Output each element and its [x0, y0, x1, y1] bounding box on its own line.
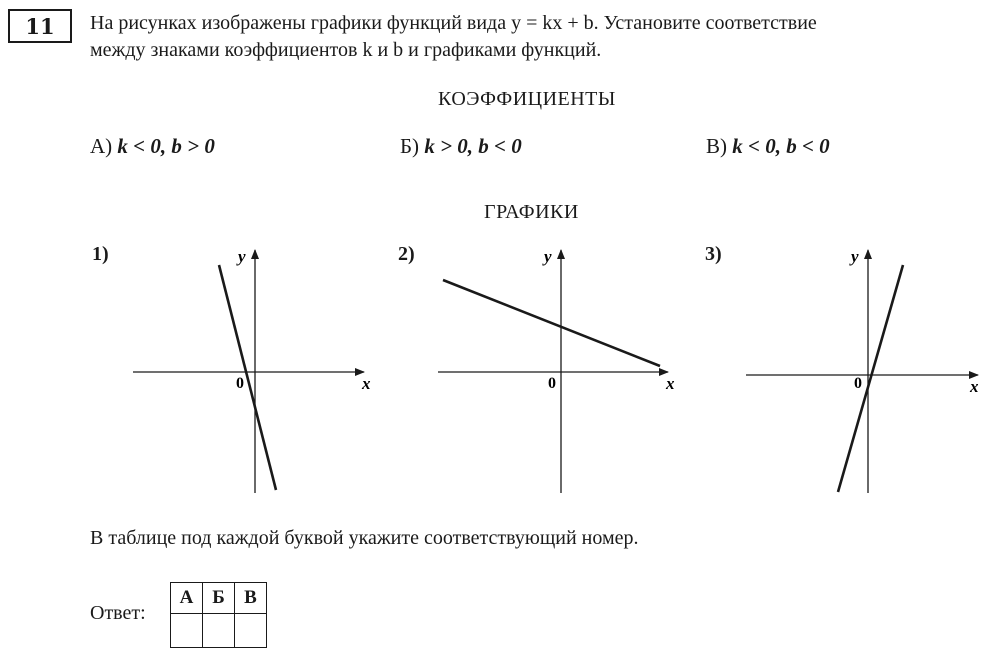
answer-input-row	[171, 614, 267, 648]
instruction-text: В таблице под каждой буквой укажите соответствующий номер.	[90, 527, 639, 549]
coefficient-condition: k > 0, b < 0	[424, 134, 522, 158]
graph-3	[746, 247, 979, 493]
y-axis-label: y	[851, 247, 859, 266]
answer-cell-b[interactable]	[203, 614, 235, 648]
coefficient-condition: k < 0, b > 0	[117, 134, 215, 158]
answer-cell-a[interactable]	[171, 614, 203, 648]
answer-table	[170, 582, 267, 648]
answer-cell-c[interactable]	[235, 614, 267, 648]
task-number: 11	[25, 13, 55, 39]
graph-number-3: 3)	[705, 243, 722, 265]
answer-column-a: А	[171, 583, 203, 614]
graph-number-1: 1)	[92, 243, 109, 265]
y-axis-label: y	[238, 247, 246, 266]
graphs-heading: ГРАФИКИ	[484, 201, 579, 223]
coefficient-letter: Б)	[400, 134, 420, 158]
origin-label: 0	[548, 375, 556, 392]
answer-label: Ответ:	[90, 602, 146, 624]
function-line	[219, 265, 276, 490]
graph-2	[438, 247, 675, 493]
x-axis-label: x	[362, 374, 371, 393]
y-axis-label: y	[544, 247, 552, 266]
x-axis-label: x	[666, 374, 675, 393]
coefficients-heading: КОЭФФИЦИЕНТЫ	[438, 88, 616, 110]
graph-number-2: 2)	[398, 243, 415, 265]
origin-label: 0	[854, 375, 862, 392]
coefficient-letter: В)	[706, 134, 727, 158]
answer-header-row	[171, 583, 267, 614]
origin-label: 0	[236, 375, 244, 392]
function-line	[838, 265, 903, 492]
x-axis-label: x	[970, 377, 979, 396]
answer-column-b: Б	[203, 583, 235, 614]
answer-column-c: В	[235, 583, 267, 614]
intro-line-2: между знаками коэффициентов k и b и графиками функций.	[90, 39, 602, 61]
coefficient-letter: А)	[90, 134, 113, 158]
function-line	[443, 280, 660, 366]
graph-1	[133, 247, 371, 493]
intro-line-1: На рисунках изображены графики функций вида y = kx + b. Установите соответствие	[90, 12, 817, 34]
coefficient-condition: k < 0, b < 0	[732, 134, 830, 158]
